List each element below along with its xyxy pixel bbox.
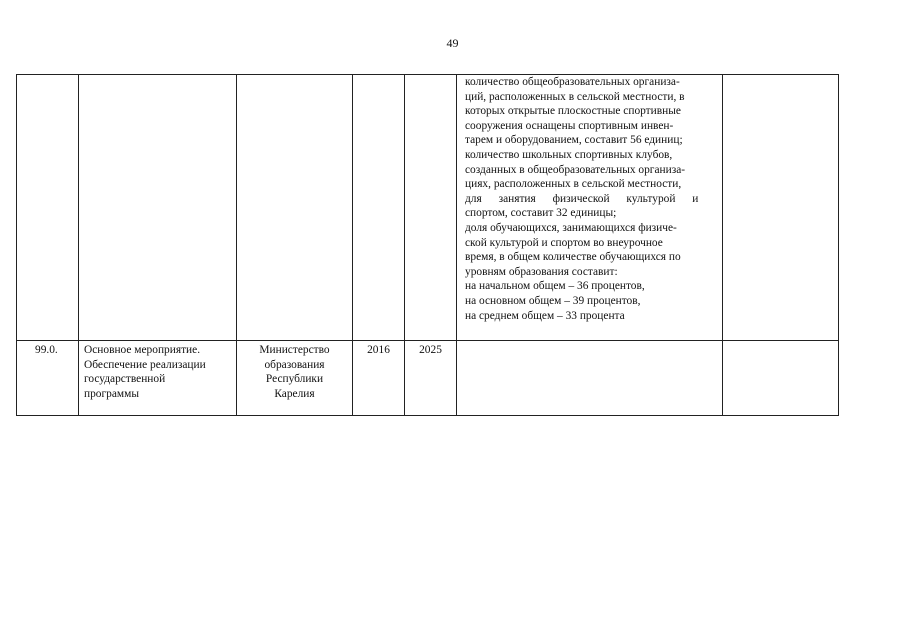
cell-activity-title (79, 341, 237, 416)
result-line: сооружения оснащены спортивным инвен- (465, 119, 674, 132)
cell-end-year: 2025 (405, 341, 457, 416)
result-line: для занятия физической культурой и (465, 192, 699, 205)
result-line: которых открытые плоскостные спортивные (465, 105, 681, 118)
result-line: ций, расположенных в сельской местности, в (465, 90, 685, 103)
result-line: ской культурой и спортом во внеурочное (465, 236, 663, 249)
cell-responsible-organization (237, 341, 353, 416)
title-line: Основное мероприятие. (84, 344, 201, 356)
cell-end-year-continued (405, 75, 457, 341)
result-line: уровням образования составит: (465, 265, 618, 278)
result-line: на среднем общем – 33 процента (465, 309, 625, 322)
result-line: циях, расположенных в сельской местности, (465, 178, 682, 191)
title-line: Обеспечение реализации (84, 358, 206, 371)
cell-notes-99 (723, 341, 839, 416)
cell-start-year: 2016 (353, 341, 405, 416)
table-row-99 (17, 341, 839, 416)
organization-line: Карелия (274, 387, 315, 400)
result-line: на основном общем – 39 процентов, (465, 294, 641, 307)
cell-number-continued (17, 75, 79, 341)
cell-organization-continued (237, 75, 353, 341)
title-line: программы (84, 387, 139, 400)
table-row-continued (17, 75, 839, 341)
result-line: доля обучающихся, занимающихся физиче- (465, 221, 677, 234)
result-line: спортом, составит 32 единицы; (465, 207, 617, 220)
result-line: на начальном общем – 36 процентов, (465, 280, 645, 293)
cell-expected-results (457, 75, 723, 341)
page-number: 49 (446, 36, 459, 50)
result-line: время, в общем количестве обучающихся по (465, 251, 681, 264)
result-line: количество общеобразовательных организа- (465, 76, 680, 88)
cell-notes-continued (723, 75, 839, 341)
program-activities-table (16, 74, 839, 416)
cell-expected-results-99 (457, 341, 723, 416)
organization-line: Республики (265, 373, 324, 386)
cell-activity-number: 99.0. (17, 341, 79, 416)
result-line: количество школьных спортивных клубов, (465, 148, 673, 161)
cell-start-year-continued (353, 75, 405, 341)
cell-title-continued (79, 75, 237, 341)
organization-line: образования (264, 358, 325, 371)
result-line: тарем и оборудованием, составит 56 единиц; (465, 134, 683, 147)
title-line: государственной (84, 373, 166, 386)
result-line: созданных в общеобразовательных организа- (465, 163, 686, 176)
organization-line: Министерство (259, 344, 330, 356)
